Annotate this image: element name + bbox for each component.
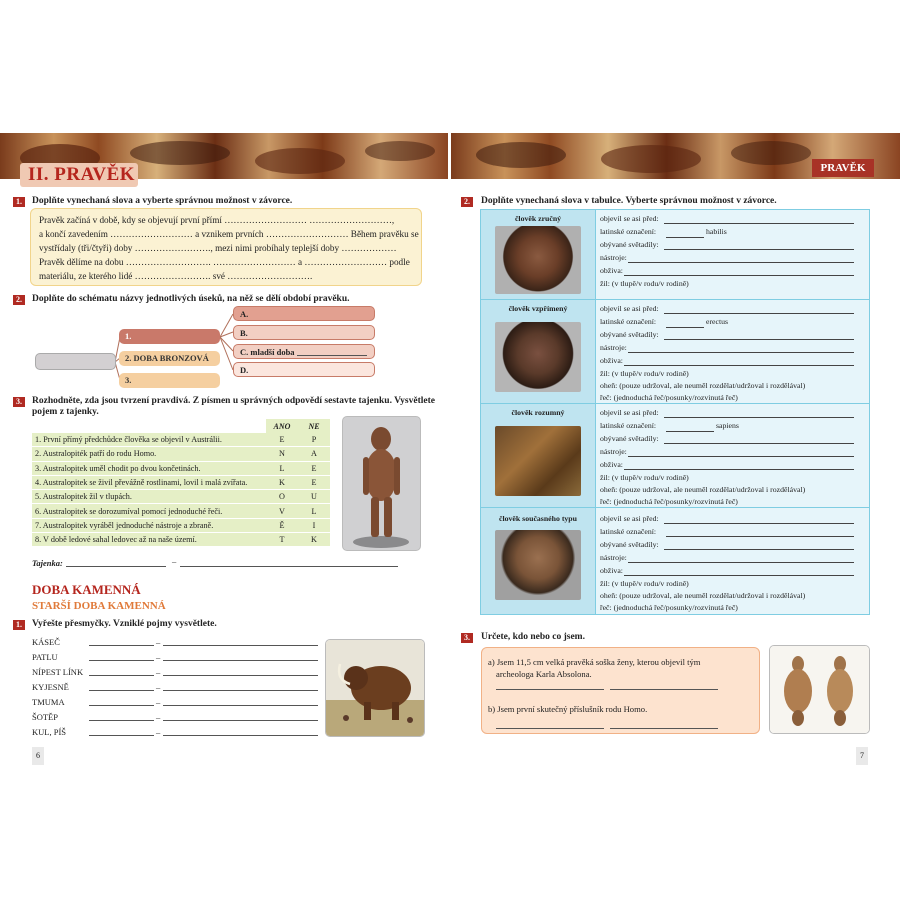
statement: 2. Australopiték patří do rodu Homo. bbox=[32, 447, 266, 461]
dash: – bbox=[156, 667, 161, 677]
answer-line[interactable] bbox=[664, 523, 854, 524]
task-instruction: Doplňte vynechaná slova a vyberte správnou možnost v závorce. bbox=[32, 196, 293, 206]
answer-line bbox=[297, 355, 367, 356]
anagram-explanation-line[interactable] bbox=[163, 660, 318, 661]
field-label: objevil se asi před: bbox=[600, 514, 659, 523]
statement: 3. Australopitek uměl chodit po dvou končetinách. bbox=[32, 461, 266, 475]
species-name: člověk zručný bbox=[514, 214, 562, 223]
dash: – bbox=[156, 652, 161, 662]
scheme-subnode-a[interactable]: A. bbox=[233, 306, 375, 321]
statement: 1. První přímý předchůdce člověka se objevil v Austrálii. bbox=[32, 433, 266, 447]
field-label: obživa: bbox=[600, 566, 623, 575]
table-row bbox=[32, 504, 330, 518]
anagram-answer-line[interactable] bbox=[89, 675, 154, 676]
letter-yes[interactable]: Ě bbox=[266, 518, 298, 532]
riddle-b: b) Jsem první skutečný příslušník rodu Homo. bbox=[488, 704, 648, 714]
anagram-answer-line[interactable] bbox=[89, 645, 154, 646]
answer-line[interactable] bbox=[624, 365, 854, 366]
field-label: nástroje: bbox=[600, 553, 627, 562]
species-name: člověk rozumný bbox=[511, 408, 565, 417]
letter-no[interactable]: K bbox=[298, 533, 330, 547]
letter-no[interactable]: E bbox=[298, 475, 330, 489]
table-row bbox=[481, 210, 869, 300]
answer-line[interactable] bbox=[624, 575, 854, 576]
chapter-title: II. PRAVĚK bbox=[20, 163, 138, 187]
anagram-explanation-line[interactable] bbox=[163, 720, 318, 721]
letter-yes[interactable]: V bbox=[266, 504, 298, 518]
field-label[interactable]: řeč: (jednoduchá řeč/posunky/rozvinutá řeč) bbox=[600, 603, 738, 612]
task-instruction: Rozhodněte, zda jsou tvrzení pravdivá. Z písmen u správných odpovědí sestavte tajenku. Vysvětlete bbox=[32, 396, 435, 406]
dash: – bbox=[156, 712, 161, 722]
task-number: 2. bbox=[13, 295, 25, 305]
field-label[interactable]: řeč: (jednoduchá řeč/posunky/rozvinutá řeč) bbox=[600, 497, 738, 506]
letter-yes[interactable]: O bbox=[266, 490, 298, 504]
answer-line[interactable] bbox=[664, 443, 854, 444]
table-row bbox=[32, 461, 330, 475]
mammoth-hunt-image bbox=[325, 639, 425, 737]
scheme-subnode-c-label: C. mladší doba bbox=[240, 347, 295, 357]
answer-line[interactable] bbox=[610, 728, 718, 729]
field-label: obživa: bbox=[600, 356, 623, 365]
statement: 4. Australopitek se živil převážně rostlinami, lovil i malá zvířata. bbox=[32, 475, 266, 489]
dash: – bbox=[156, 727, 161, 737]
tajenka-label: Tajenka: bbox=[32, 558, 63, 568]
anagram: PATLU bbox=[32, 652, 58, 662]
task-instruction: Vyřešte přesmyčky. Vzniklé pojmy vysvětlete. bbox=[32, 619, 217, 629]
latin-suffix: sapiens bbox=[716, 421, 739, 430]
letter-no[interactable]: E bbox=[298, 461, 330, 475]
homo-habilis-photo bbox=[495, 226, 581, 294]
answer-line[interactable] bbox=[666, 237, 704, 238]
field-label[interactable]: žil: (v tlupě/v rodu/v rodině) bbox=[600, 473, 689, 482]
field-label[interactable]: oheň: (pouze udržoval, ale neuměl rozdělat/udržoval i rozdělával) bbox=[600, 381, 806, 390]
anagram: ŠOTĚP bbox=[32, 712, 58, 722]
answer-line[interactable] bbox=[666, 327, 704, 328]
dash: – bbox=[156, 682, 161, 692]
page-number-left: 6 bbox=[32, 747, 44, 765]
task-instruction: Doplňte vynechaná slova v tabulce. Vyberte správnou možnost v závorce. bbox=[481, 196, 777, 206]
statement: 8. V době ledové sahal ledovec až na naše území. bbox=[32, 533, 266, 547]
task-number: 1. bbox=[13, 620, 25, 630]
table-row bbox=[32, 490, 330, 504]
statement: 7. Australopitek vyráběl jednoduché nástroje a zbraně. bbox=[32, 518, 266, 532]
scheme-root-box[interactable] bbox=[35, 353, 116, 370]
table-row bbox=[32, 518, 330, 532]
anagram: KÁSEČ bbox=[32, 637, 60, 647]
fill-in-text-box[interactable] bbox=[30, 208, 422, 286]
fill-in-line: a končí zavedením ……………………… a vznikem prvních ……………………… Během pravěku se bbox=[39, 229, 419, 239]
field-label: obývané světadíly: bbox=[600, 540, 659, 549]
field-label: objevil se asi před: bbox=[600, 304, 659, 313]
anagram-explanation-line[interactable] bbox=[163, 705, 318, 706]
table-row bbox=[481, 404, 869, 508]
heading-starsi-doba: STARŠÍ DOBA KAMENNÁ bbox=[32, 600, 166, 612]
modern-human-photo bbox=[495, 530, 581, 600]
task-number: 1. bbox=[13, 197, 25, 207]
anagram-explanation-line[interactable] bbox=[163, 645, 318, 646]
scheme-node-2: 2. DOBA BRONZOVÁ bbox=[119, 351, 220, 366]
answer-line[interactable] bbox=[664, 549, 854, 550]
anagram: KYJESNĚ bbox=[32, 682, 69, 692]
field-label[interactable]: oheň: (pouze udržoval, ale neuměl rozdělat/udržoval i rozdělával) bbox=[600, 591, 806, 600]
table-row bbox=[481, 300, 869, 404]
anagram-explanation-line[interactable] bbox=[163, 690, 318, 691]
field-label: obývané světadíly: bbox=[600, 240, 659, 249]
col-yes: ANO bbox=[266, 419, 298, 433]
field-label: obývané světadíly: bbox=[600, 434, 659, 443]
anagram-explanation-line[interactable] bbox=[163, 735, 318, 736]
dash: – bbox=[172, 556, 177, 566]
col-no: NE bbox=[298, 419, 330, 433]
statement: 5. Australopitek žil v tlupách. bbox=[32, 490, 266, 504]
anagram: NÍPEST LÍNK bbox=[32, 667, 84, 677]
answer-line[interactable] bbox=[666, 431, 714, 432]
scheme-subnode-b[interactable]: B. bbox=[233, 325, 375, 340]
letter-no[interactable]: P bbox=[298, 433, 330, 447]
field-label: objevil se asi před: bbox=[600, 214, 659, 223]
field-label[interactable]: oheň: (pouze udržoval, ale neuměl rozdělat/udržoval i rozdělával) bbox=[600, 485, 806, 494]
statement: 6. Australopitek se dorozumíval pomocí jednoduché řeči. bbox=[32, 504, 266, 518]
answer-line[interactable] bbox=[664, 249, 854, 250]
page-number-right: 7 bbox=[856, 747, 868, 765]
latin-suffix: habilis bbox=[706, 227, 727, 236]
anagram-answer-line[interactable] bbox=[89, 735, 154, 736]
letter-yes[interactable]: E bbox=[266, 433, 298, 447]
species-name: člověk současného typu bbox=[499, 514, 577, 523]
field-label: latinské označení: bbox=[600, 227, 657, 236]
heading-doba-kamenna: DOBA KAMENNÁ bbox=[32, 582, 141, 597]
homo-erectus-photo bbox=[495, 322, 581, 392]
task-instruction: Určete, kdo nebo co jsem. bbox=[481, 632, 585, 642]
letter-no[interactable]: L bbox=[298, 504, 330, 518]
task-number: 3. bbox=[461, 633, 473, 643]
anagram: TMUMA bbox=[32, 697, 65, 707]
task-number: 2. bbox=[461, 197, 473, 207]
answer-line[interactable] bbox=[666, 536, 854, 537]
dash: – bbox=[156, 637, 161, 647]
table-row bbox=[32, 475, 330, 489]
hominid-table bbox=[480, 209, 870, 615]
field-label: obživa: bbox=[600, 266, 623, 275]
field-label: latinské označení: bbox=[600, 317, 657, 326]
answer-line[interactable] bbox=[664, 417, 854, 418]
riddle-a-line1: a) Jsem 11,5 cm velká pravěká soška ženy, kterou objevil tým bbox=[488, 657, 701, 667]
riddle-a-line2: archeologa Karla Absolona. bbox=[496, 669, 592, 679]
anagram-explanation-line[interactable] bbox=[163, 675, 318, 676]
field-label: nástroje: bbox=[600, 343, 627, 352]
task-instruction-cont: pojem z tajenky. bbox=[32, 407, 99, 417]
field-label: obživa: bbox=[600, 460, 623, 469]
field-label[interactable]: žil: (v tlupě/v rodu/v rodině) bbox=[600, 279, 689, 288]
scheme-subnode-c[interactable] bbox=[233, 344, 375, 359]
dash: – bbox=[156, 697, 161, 707]
field-label[interactable]: žil: (v tlupě/v rodu/v rodině) bbox=[600, 579, 689, 588]
answer-line[interactable] bbox=[496, 689, 604, 690]
letter-yes[interactable]: L bbox=[266, 461, 298, 475]
anagram-answer-line[interactable] bbox=[89, 705, 154, 706]
letter-no[interactable]: I bbox=[298, 518, 330, 532]
fill-in-line: materiálu, ze kterého lidé ……………………. své ………………………. bbox=[39, 271, 313, 281]
field-label: obývané světadíly: bbox=[600, 330, 659, 339]
table-row bbox=[32, 447, 330, 461]
answer-line[interactable] bbox=[610, 689, 718, 690]
field-label: objevil se asi před: bbox=[600, 408, 659, 417]
tajenka-answer-line[interactable] bbox=[66, 566, 166, 567]
answer-line[interactable] bbox=[624, 469, 854, 470]
field-label: nástroje: bbox=[600, 253, 627, 262]
field-label[interactable]: žil: (v tlupě/v rodu/v rodině) bbox=[600, 369, 689, 378]
task-instruction: Doplňte do schématu názvy jednotlivých úseků, na něž se dělí období pravěku. bbox=[32, 294, 350, 304]
latin-suffix: erectus bbox=[706, 317, 729, 326]
scheme-node-1[interactable]: 1. bbox=[119, 329, 220, 344]
species-name: člověk vzpřímený bbox=[508, 304, 568, 313]
letter-no[interactable]: A bbox=[298, 447, 330, 461]
answer-line[interactable] bbox=[628, 262, 854, 263]
anagram-answer-line[interactable] bbox=[89, 720, 154, 721]
fill-in-line: Pravěk začíná v době, kdy se objevují první přímí ……………………… ………………………, bbox=[39, 215, 395, 225]
task-number: 3. bbox=[13, 397, 25, 407]
answer-line[interactable] bbox=[664, 339, 854, 340]
answer-line[interactable] bbox=[628, 562, 854, 563]
homo-sapiens-photo bbox=[495, 426, 581, 496]
true-false-table bbox=[32, 419, 330, 547]
anagram-answer-line[interactable] bbox=[89, 660, 154, 661]
letter-yes[interactable]: N bbox=[266, 447, 298, 461]
australopithecus-image bbox=[342, 416, 421, 551]
answer-line[interactable] bbox=[496, 728, 604, 729]
field-label[interactable]: řeč: (jednoduchá řeč/posunky/rozvinutá řeč) bbox=[600, 393, 738, 402]
answer-line[interactable] bbox=[664, 223, 854, 224]
answer-line[interactable] bbox=[624, 275, 854, 276]
field-label: latinské označení: bbox=[600, 527, 657, 536]
fill-in-line: Pravěk dělíme na dobu ………………………. ……………………… a ……………………… podle bbox=[39, 257, 410, 267]
answer-line[interactable] bbox=[628, 352, 854, 353]
tajenka-explanation-line[interactable] bbox=[180, 566, 398, 567]
section-label: PRAVĚK bbox=[812, 159, 874, 177]
answer-line[interactable] bbox=[628, 456, 854, 457]
scheme-node-3[interactable]: 3. bbox=[119, 373, 220, 388]
letter-no[interactable]: U bbox=[298, 490, 330, 504]
field-label: latinské označení: bbox=[600, 421, 657, 430]
table-row bbox=[481, 508, 869, 614]
answer-line[interactable] bbox=[664, 313, 854, 314]
anagram-answer-line[interactable] bbox=[89, 690, 154, 691]
scheme-subnode-d[interactable]: D. bbox=[233, 362, 375, 377]
letter-yes[interactable]: K bbox=[266, 475, 298, 489]
venus-figurine-image bbox=[769, 645, 870, 734]
table-row bbox=[32, 533, 330, 547]
anagram: KUL, PÍŠ bbox=[32, 727, 67, 737]
table-row bbox=[32, 433, 330, 447]
letter-yes[interactable]: T bbox=[266, 533, 298, 547]
fill-in-line: vystřídaly (tři/čtyři) doby ……………………., mezi nimi probíhaly teplejší doby ……………… bbox=[39, 243, 397, 253]
field-label: nástroje: bbox=[600, 447, 627, 456]
riddle-box bbox=[481, 647, 760, 734]
